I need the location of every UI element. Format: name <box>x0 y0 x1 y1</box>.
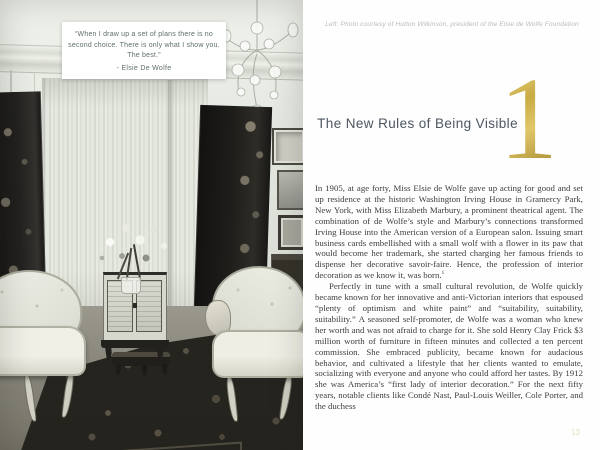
curtain-fold-shadow <box>168 80 174 315</box>
cabinet-knob <box>133 303 137 308</box>
quote-attribution: - Elsie De Wolfe <box>116 64 172 72</box>
paragraph-2: Perfectly in tune with a small cultural revolution, de Wolfe quickly became known for her innovative and anti-Victorian interiors that espoused “plenty of optimism and white paint” and “suitability, suitability, suitability.” A seasoned self-promoter, de Wolfe was a woman who knew her worth and was not afraid to charge for it. She sold Henry Clay Frick $3 million worth of furniture in fifteen minutes and collected a ten percent commission. She embraced publicity, became known for audacious behavior, and cultivated a lifestyle that her clients wanted to emulate, socializing with everyone and anyone who could afford her tastes. By 1912 she was America’s “first lady of interior decoration.” For the next fifty years, notable clients like Condé Nast, Paul-Louis Weiller, Cole Porter, and the duchess <box>315 281 583 412</box>
chapter-number: 1 <box>499 60 589 178</box>
quote-card <box>62 22 226 79</box>
footstool-leg <box>162 364 167 375</box>
armchair-left-seat <box>0 326 86 376</box>
paragraph-1 <box>315 183 583 281</box>
glass-vase <box>121 277 141 294</box>
wall-picture-frame <box>272 128 303 165</box>
chapter-title: The New Rules of Being Visible <box>317 116 518 131</box>
wall-mirror-frame <box>277 170 303 210</box>
flower-arrangement <box>88 212 172 274</box>
quote-text: “When I draw up a set of plans there is no second choice. There is only what I show you. The best.” <box>68 31 220 59</box>
body-text <box>315 183 583 412</box>
photo-caption: Left: Photo courtesy of Hutton Wilkinson, president of the Elsie de Wolfe Foundation <box>325 21 579 28</box>
armchair-right-seat <box>212 330 303 378</box>
footstool-leg <box>142 365 147 376</box>
footnote-marker: 1 <box>441 270 445 277</box>
right-page <box>303 0 600 450</box>
paragraph-1-text: In 1905, at age forty, Miss Elsie de Wolfe gave up acting for good and set up residence at the historic Washington Irving House in Gramercy Park, New York, with Miss Elizabeth Marbury, a prominent theatrical agent. The combination of de Wolfe’s style and Marbury’s connections transformed Irving House into the American version of a European salon. Issuing smart business cards embellished with a small wolf with a flower in its paw that would become her trademark, she started charging her famous friends to dispense her decorative savoir-faire. Hence, the profession of interior decoration as we know it, was born. <box>315 183 583 281</box>
page-number: 13 <box>571 428 580 437</box>
wall-picture-frame <box>278 215 303 250</box>
